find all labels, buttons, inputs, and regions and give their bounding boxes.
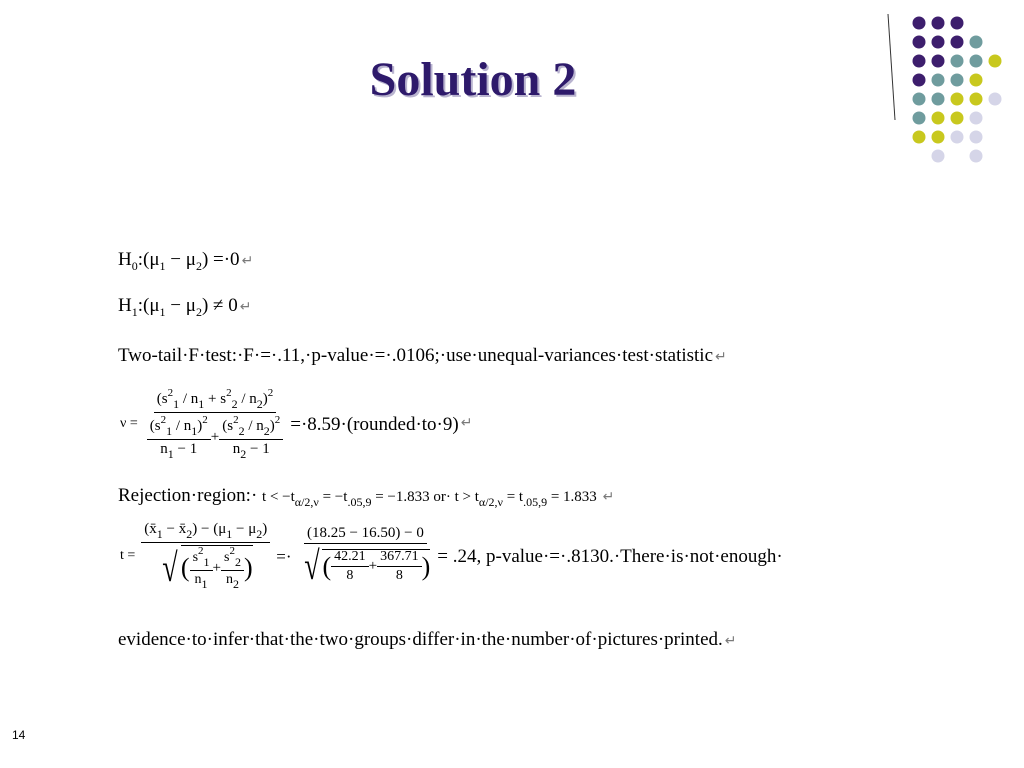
frac-b-num: 367.71	[377, 550, 422, 567]
t-x1: (x̄	[144, 521, 157, 537]
d2-sq: 2	[233, 414, 239, 426]
d1-n-sub: 1	[167, 447, 174, 461]
n2: n	[225, 572, 233, 587]
rejection-label: Rejection·region:·	[118, 485, 258, 506]
rej-alpha-sub2: α/2,ν	[478, 495, 503, 509]
dof-sq2: 2	[226, 387, 232, 399]
dof-over-n1: / n	[179, 391, 199, 407]
dof-den-frac1-num	[147, 415, 211, 440]
s2-sub: 2	[234, 555, 241, 569]
dof-over-n2: / n	[237, 391, 257, 407]
s1-s: s	[192, 550, 199, 565]
decorative-dot	[932, 150, 945, 163]
d2-over: / n	[244, 418, 264, 434]
rej-t05-sub1: .05,9	[347, 495, 372, 509]
conclusion-text: evidence·to·infer·that·the·two·groups·differ·in·the·number·of·pictures·printed.	[118, 629, 723, 650]
d2-open: (s	[222, 418, 234, 434]
h1-label: H	[118, 295, 132, 316]
d1-sub: 1	[166, 424, 173, 438]
sqrt-body: ( $\frac{s^21}{n1}$ + $\frac{s^22}{n2}$ )	[180, 545, 253, 591]
dof-den-plus: +	[210, 429, 220, 445]
page-title: Solution 2	[369, 53, 577, 106]
t-gen-den	[156, 543, 256, 590]
frac-a	[331, 550, 369, 583]
h0-sub: 0	[131, 259, 138, 273]
null-hypothesis: $H_0:(\mu_1 - \mu_2) =\cdot 0$ ↵	[118, 249, 254, 273]
d1-sq: 2	[160, 414, 167, 426]
t-num-numeric: (18.25 − 16.50) − 0	[304, 526, 427, 544]
h0-label: H	[118, 249, 132, 270]
decorative-dot	[951, 74, 964, 87]
rej-val1: = −1.833 or·	[371, 489, 451, 505]
h1-tail: ≠ 0	[213, 295, 238, 316]
s1-sq: 2	[198, 545, 204, 557]
mu2-sub: 2	[195, 305, 202, 319]
dof-sub-n2: 2	[256, 397, 263, 411]
h0-expr: :(μ	[137, 249, 160, 270]
t-plus: +	[212, 559, 221, 576]
minus-mu: − μ	[165, 249, 196, 270]
degrees-of-freedom-formula	[120, 388, 472, 460]
n1: n	[194, 572, 202, 587]
decorative-dot	[951, 36, 964, 49]
t-eq: t =	[120, 548, 136, 563]
dof-num-open: (s	[156, 391, 168, 407]
decorative-dot	[989, 93, 1002, 106]
decorative-dot	[913, 131, 926, 144]
decorative-dot	[970, 150, 983, 163]
decorative-dot	[989, 55, 1002, 68]
decorative-dot	[913, 17, 926, 30]
d1-n: n	[160, 441, 168, 457]
t-fraction-numeric	[298, 526, 434, 586]
decorative-dot	[932, 131, 945, 144]
dof-fraction	[144, 388, 287, 460]
decorative-dot	[951, 17, 964, 30]
decorative-dot	[951, 112, 964, 125]
decorative-dot	[932, 36, 945, 49]
paragraph-mark-icon: ↵	[241, 254, 254, 269]
sqrt-body-numeric: ( $\frac{42.21}{8}$ + $\frac{367.71}{8}$ )	[322, 549, 431, 583]
rejection-expr	[262, 489, 601, 509]
d1-minus-one: − 1	[173, 441, 198, 457]
paragraph-mark-icon: ↵	[602, 490, 615, 505]
t-eq-mid: =·	[276, 546, 292, 566]
d2-minus-one: − 1	[246, 441, 270, 457]
alternative-hypothesis: $H_1:(\mu_1 - \mu_2) \ne 0$ ↵	[118, 295, 252, 319]
decorative-dot	[970, 36, 983, 49]
decorative-dot	[970, 74, 983, 87]
decorative-dot	[951, 55, 964, 68]
d2-n-sub: 2	[240, 447, 247, 461]
d1-nsub: 1	[191, 424, 198, 438]
rej-part1: t < −t	[262, 489, 295, 505]
t-mu2: − μ	[232, 521, 257, 537]
d2-close: )	[269, 418, 275, 434]
d2-outer: 2	[274, 414, 281, 426]
rej-alpha-sub1: α/2,ν	[294, 495, 319, 509]
dof-sub2: 2	[231, 397, 238, 411]
dof-den-frac1-den	[157, 440, 200, 460]
nu-symbol: ν =	[120, 416, 138, 431]
s1-sub: 1	[203, 555, 210, 569]
decorative-dot	[970, 55, 983, 68]
t-mu1: ) − (μ	[192, 521, 227, 537]
decorative-dot	[970, 112, 983, 125]
paragraph-mark-icon: ↵	[715, 350, 727, 365]
decorative-dot	[913, 36, 926, 49]
t-mu2-sub: 2	[256, 527, 263, 541]
s2-den	[223, 571, 242, 590]
d1-open: (s	[149, 418, 161, 434]
d2-n: n	[232, 441, 241, 457]
page-number: 14	[12, 728, 26, 742]
sqrt-icon: √	[162, 544, 178, 590]
s2-s: s	[224, 550, 230, 565]
mu1-sub: 1	[159, 305, 166, 319]
rej-t05-sub2: .05,9	[523, 495, 548, 509]
dof-numerator: $(s^2_1 / n_1 + s^2_2 / n_2)^2$	[154, 388, 277, 413]
t-x1-sub: 1	[156, 527, 163, 541]
t-plus-numeric: +	[368, 558, 378, 574]
t-close: )	[262, 521, 268, 537]
d1-close: )	[197, 418, 203, 434]
frac-b	[377, 550, 422, 583]
s1-frac	[190, 546, 213, 590]
dof-den-frac2-num	[219, 415, 283, 440]
paragraph-mark-icon: ↵	[460, 416, 473, 431]
paragraph-mark-icon: ↵	[239, 300, 252, 315]
t-statistic-formula	[120, 522, 783, 590]
dof-den-frac1	[147, 415, 211, 460]
dof-sq1: 2	[167, 387, 174, 399]
frac-a-den: 8	[346, 568, 354, 583]
frac-b-den: 8	[395, 568, 403, 583]
dof-close: )	[262, 391, 268, 407]
decorative-dot	[913, 112, 926, 125]
minus-mu: − μ	[165, 295, 196, 316]
d1-over: / n	[172, 418, 192, 434]
dof-outer-sq: 2	[267, 387, 274, 399]
s1-den	[192, 571, 211, 590]
decorative-dot	[951, 93, 964, 106]
dof-denominator	[144, 413, 287, 460]
t-x2-sub: 2	[186, 527, 193, 541]
d2-nsub: 2	[263, 424, 270, 438]
decorative-dot	[951, 131, 964, 144]
h0-tail: =·0	[213, 249, 240, 270]
t-mu1-sub: 1	[226, 527, 233, 541]
conclusion	[118, 630, 737, 649]
n1-sub: 1	[201, 577, 208, 591]
rej-eq2: = t	[502, 489, 524, 505]
paragraph-mark-icon: ↵	[724, 634, 737, 649]
rejection-region	[118, 486, 614, 508]
h1-expr: :(μ	[137, 295, 160, 316]
rej-eq1: = −t	[318, 489, 348, 505]
decorative-dot	[970, 131, 983, 144]
s2-sq: 2	[229, 545, 235, 557]
d2-sub: 2	[238, 424, 245, 438]
sqrt-icon: √	[303, 543, 320, 588]
rej-part2: t > t	[450, 489, 479, 505]
n2-sub: 2	[232, 577, 239, 591]
decorative-dot	[932, 17, 945, 30]
rej-val2: = 1.833	[547, 489, 597, 505]
dof-sub-n1: 1	[198, 397, 205, 411]
f-test-statement	[118, 346, 727, 365]
d1-outer: 2	[202, 414, 208, 426]
h1-sub: 1	[131, 305, 138, 319]
mu2-sub: 2	[195, 259, 202, 273]
t-fraction-general	[141, 522, 270, 590]
t-gen-num	[141, 522, 270, 543]
dof-result: =·8.59·(rounded·to·9)	[290, 413, 459, 435]
f-test-text: Two-tail·F·test:·F·=·.11,·p-value·=·.0106;·use·unequal-variances·test·statistic	[118, 345, 714, 366]
s1-num	[190, 546, 213, 571]
t-num-den	[298, 544, 434, 586]
mu1-sub: 1	[159, 259, 166, 273]
frac-a-num: 42.21	[331, 550, 369, 567]
decorative-dot	[932, 112, 945, 125]
dof-den-frac2-den	[230, 440, 273, 460]
dof-den-frac2	[219, 415, 283, 460]
dof-sub1: 1	[173, 397, 180, 411]
t-x2: − x̄	[162, 521, 187, 537]
t-result: = .24, p-value·=·.8130.·There·is·not·enough·	[437, 545, 783, 567]
s2-num	[221, 546, 244, 571]
dof-plus: +	[204, 391, 221, 407]
s2-frac	[221, 546, 244, 590]
decorative-dot	[970, 93, 983, 106]
